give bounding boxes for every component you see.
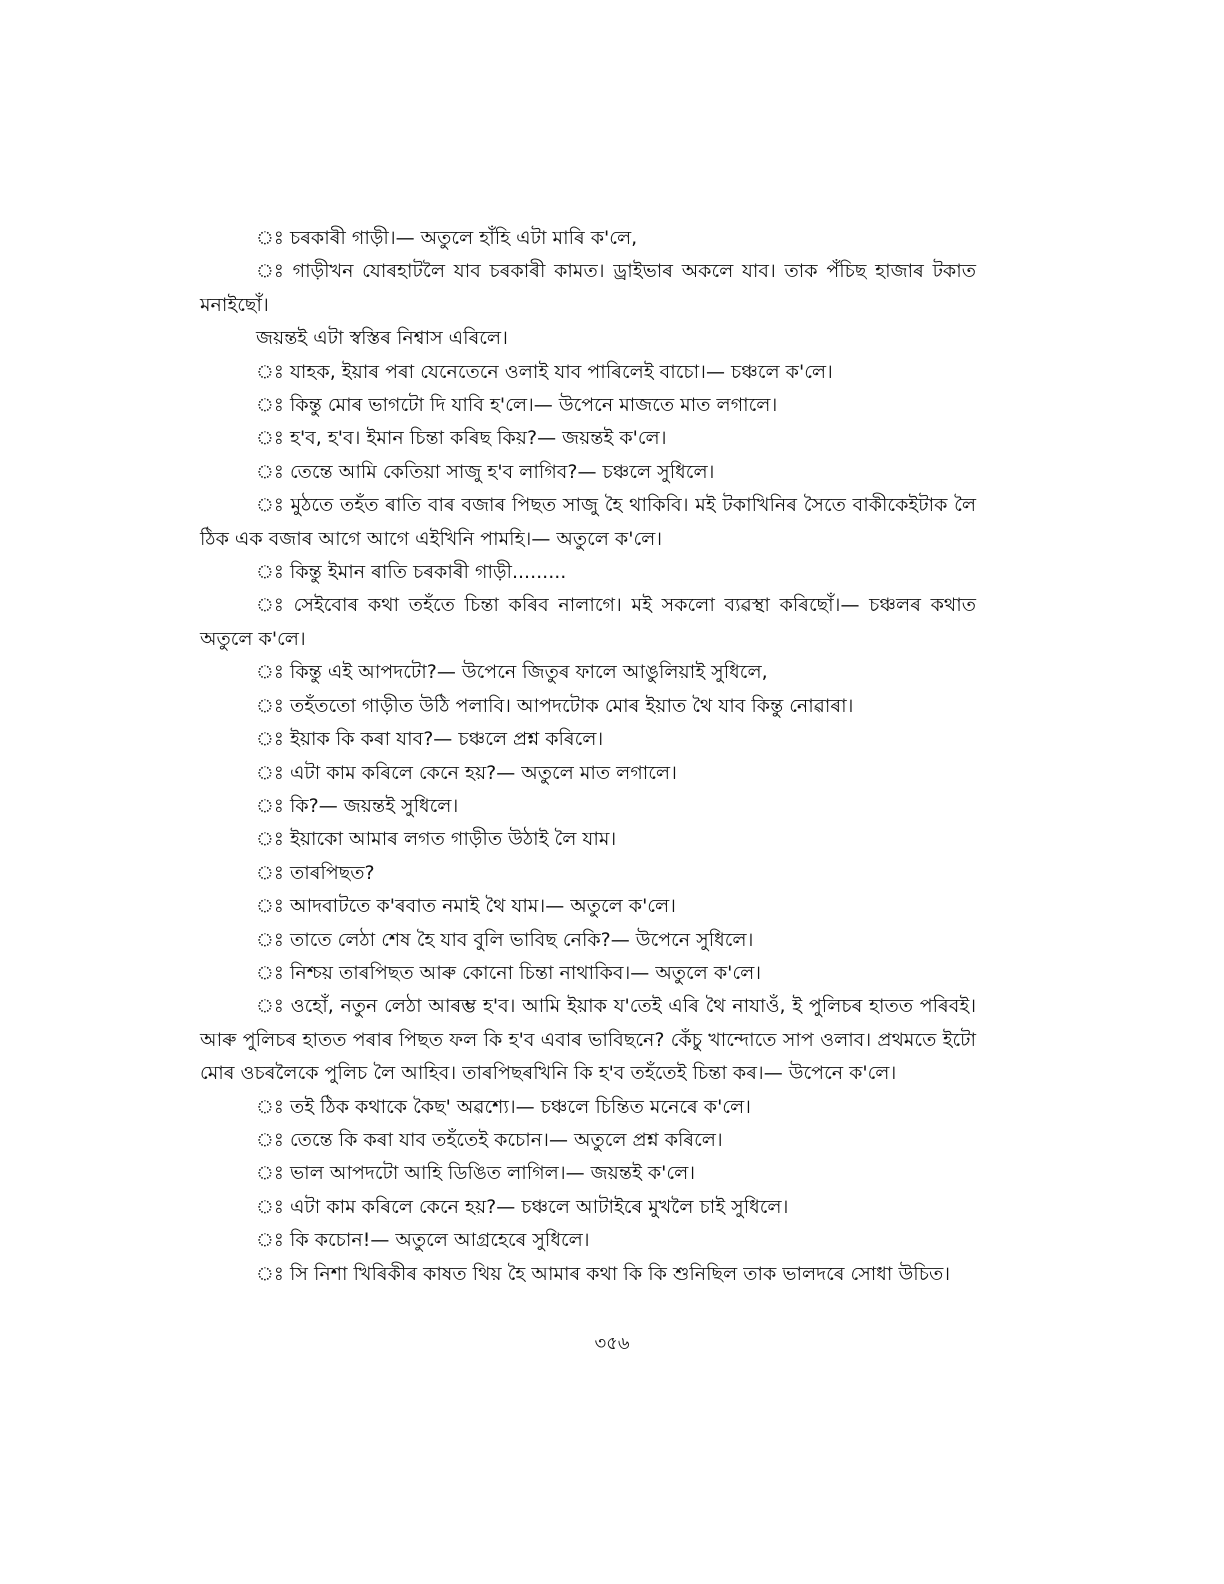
paragraph: ঃ কিন্তু ইমান ৰাতি চৰকাৰী গাড়ী......... — [256, 561, 567, 584]
paragraph: ঃ তাতে লেঠা শেষ হৈ যাব বুলি ভাবিছ নেকি?— উপেনে সুধিলে। — [256, 928, 754, 951]
paragraph: ঃ এটা কাম কৰিলে কেনে হয়?— অতুলে মাত লগালে। — [256, 761, 677, 784]
paragraph: ঃ নিশ্চয় তাৰপিছত আৰু কোনো চিন্তা নাথাকিব।— অতুলে ক'লে। — [256, 961, 762, 984]
paragraph: ঃ সি নিশা খিৰিকীৰ কাষত থিয় হৈ আমাৰ কথা কি কি শুনিছিল তাক ভালদৰে সোধা উচিত। — [256, 1262, 951, 1285]
paragraph: ঃ কিন্তু এই আপদটো?— উপেনে জিতুৰ ফালে আঙুলিয়াই সুধিলে, — [256, 661, 768, 684]
paragraph: জয়ন্তই এটা স্বস্তিৰ নিশ্বাস এৰিলে। — [256, 327, 508, 350]
paragraph: ঃ এটা কাম কৰিলে কেনে হয়?— চঞ্চলে আটাইৰে মুখলৈ চাই সুধিলে। — [256, 1195, 789, 1218]
paragraph: ঃ চৰকাৰী গাড়ী।— অতুলে হাঁহি এটা মাৰি ক'লে, — [256, 227, 638, 249]
paragraph: ঃ তই ঠিক কথাকে কৈছ' অৱশ্যে।— চঞ্চলে চিন্তিত মনেৰে ক'লে। — [256, 1095, 751, 1118]
paragraph: ঃ যাহক, ইয়াৰ পৰা যেনেতেনে ওলাই যাব পাৰিলেই বাচো।— চঞ্চলে ক'লে। — [256, 360, 833, 383]
paragraph: ঃ তেন্তে আমি কেতিয়া সাজু হ'ব লাগিব?— চঞ্চলে সুধিলে। — [256, 460, 715, 483]
paragraph: ঃ সেইবোৰ কথা তহঁতে চিন্তা কৰিব নালাগে। মই সকলো ব্যৱস্থা কৰিছোঁ।— চঞ্চলৰ কথাত অতুলে ক'লে। — [200, 594, 976, 650]
paragraph: ঃ ইয়াকো আমাৰ লগত গাড়ীত উঠাই লৈ যাম। — [256, 828, 617, 851]
paragraph: ঃ তেন্তে কি কৰা যাব তহঁতেই কচোন।— অতুলে প্ৰশ্ন কৰিলে। — [256, 1128, 723, 1151]
paragraph: ঃ ভাল আপদটো আহি ডিঙিত লাগিল।— জয়ন্তই ক'লে। — [256, 1162, 696, 1185]
paragraph: ঃ কি কচোন!— অতুলে আগ্ৰহেৰে সুধিলে। — [256, 1229, 590, 1252]
paragraph: ঃ আদবাটতে ক'ৰবাত নমাই থৈ যাম।— অতুলে ক'লে। — [256, 895, 676, 918]
paragraph: ঃ তাৰপিছত? — [256, 861, 375, 884]
page-number: ৩৫৬ — [594, 1333, 630, 1354]
paragraph: ঃ ইয়াক কি কৰা যাব?— চঞ্চলে প্ৰশ্ন কৰিলে। — [256, 728, 604, 751]
paragraph: ঃ ওহোঁ, নতুন লেঠা আৰম্ভ হ'ব। আমি ইয়াক য'তেই এৰি থৈ নাযাওঁ, ই পুলিচৰ হাতত পৰিবই। আৰু পুলিচৰ হাতত পৰাৰ পিছত ফল কি হ'ব এবাৰ ভাবিছনে? কেঁচু খান্দোতে সাপ ওলাব। প্ৰথমতে ইটো মোৰ ওচৰলৈকে পুলিচ লৈ আহিব। তাৰপিছৰখিনি কি হ'ব তহঁতেই চিন্তা কৰ।— উপেনে ক'লে। — [200, 995, 976, 1085]
body-text — [200, 222, 976, 1291]
paragraph: ঃ কি?— জয়ন্তই সুধিলে। — [256, 794, 459, 817]
paragraph: ঃ হ'ব, হ'ব। ইমান চিন্তা কৰিছ কিয়?— জয়ন্তই ক'লে। — [256, 427, 667, 450]
paragraph: ঃ তহঁততো গাড়ীত উঠি পলাবি। আপদটোক মোৰ ইয়াত থৈ যাব কিন্তু নোৱাৰা। — [256, 694, 854, 717]
paragraph: ঃ মুঠতে তহঁত ৰাতি বাৰ বজাৰ পিছত সাজু হৈ থাকিবি। মই টকাখিনিৰ সৈতে বাকীকেইটাক লৈ ঠিক এক বজাৰ আগে আগে এইখিনি পামহি।— অতুলে ক'লে। — [200, 494, 976, 550]
paragraph: ঃ গাড়ীখন যোৰহাটলৈ যাব চৰকাৰী কামত। ড্ৰাইভাৰ অকলে যাব। তাক পঁচিছ হাজাৰ টকাত মনাইছোঁ। — [200, 260, 976, 316]
paragraph: ঃ কিন্তু মোৰ ভাগটো দি যাবি হ'লে।— উপেনে মাজতে মাত লগালে। — [256, 394, 778, 417]
